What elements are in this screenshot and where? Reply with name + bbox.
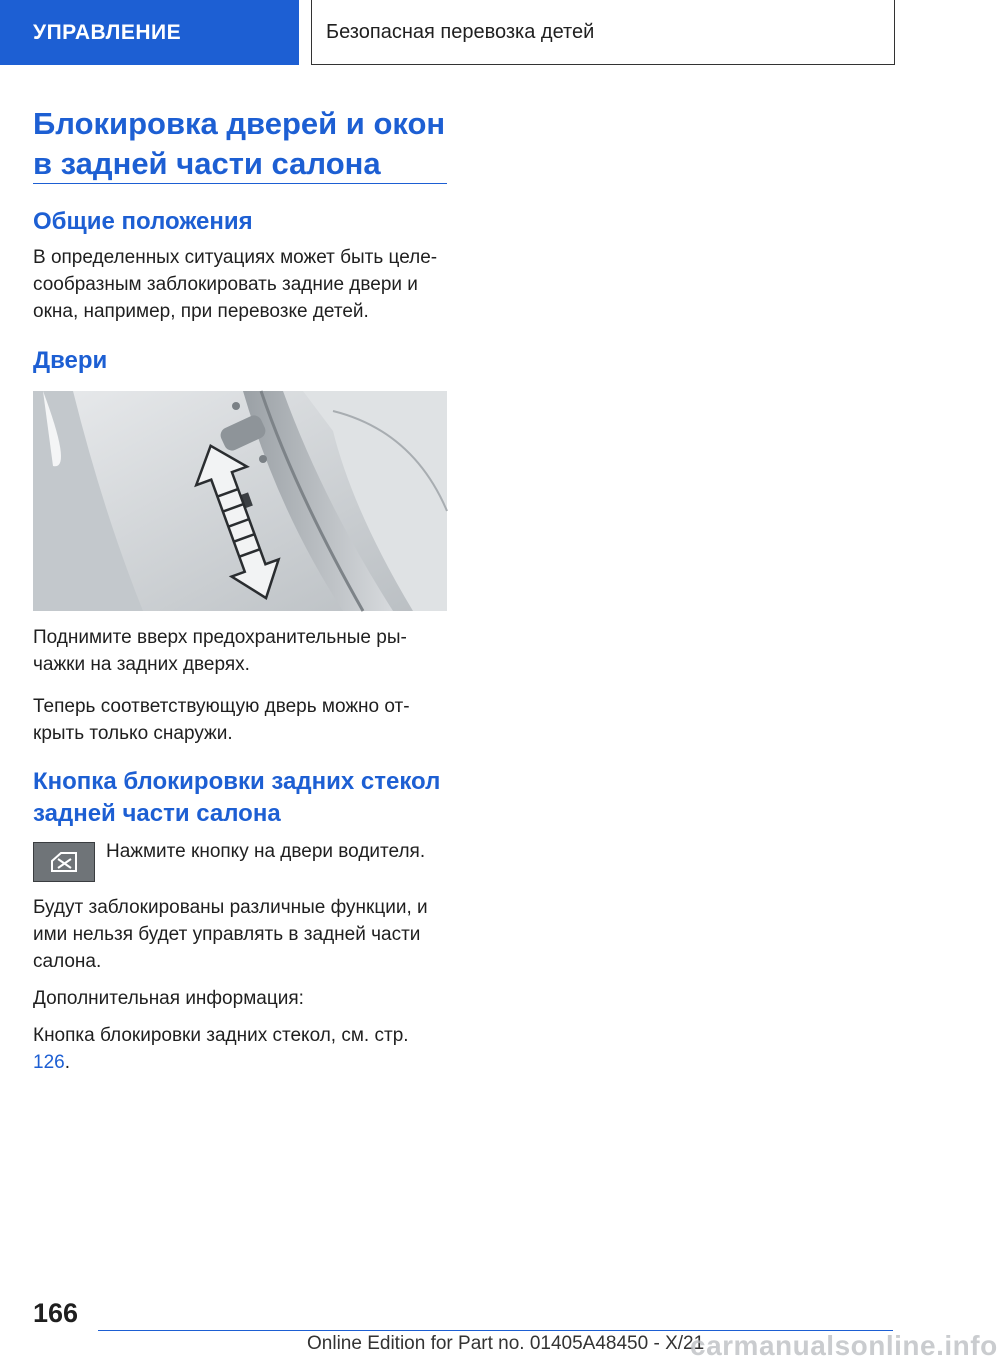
windows-text [33, 894, 447, 1076]
windows-info-label: Дополнительная информация: [33, 988, 304, 1009]
windows-heading-wrap [33, 766, 447, 830]
doors-para-2: Теперь соответствующую дверь можно от-крыть только снаружи. [33, 696, 410, 744]
windows-ref-text: Кнопка блокировки задних стекол, см. стр. [33, 1025, 409, 1046]
general-text: В определенных ситуациях может быть целе-сообразным заблокировать задние двери и окна, например, при перевозке детей. [33, 247, 438, 322]
footer-edition: Online Edition for Part no. 01405A48450 - X/21 [307, 1333, 705, 1354]
header-section-label: УПРАВЛЕНИЕ [0, 0, 299, 65]
doors-text [33, 624, 447, 747]
window-lock-button-icon [33, 842, 95, 882]
windows-heading: Кнопка блокировки задних стекол задней части салона [33, 768, 441, 827]
doors-heading: Двери [33, 347, 108, 374]
windows-instruction-wrap [106, 838, 447, 865]
page-ref-link[interactable]: 126 [33, 1052, 65, 1073]
windows-reference [33, 1022, 447, 1076]
windows-para-1: Будут заблокированы различные функции, и ими нельзя будет управлять в задней части салона. [33, 897, 428, 972]
door-lock-illustration [33, 391, 447, 611]
page-number: 166 [33, 1298, 79, 1328]
windows-instruction: Нажмите кнопку на двери водителя. [106, 841, 426, 862]
title-divider [33, 183, 447, 184]
door-lock-photo [33, 391, 447, 611]
general-section [33, 206, 447, 325]
doors-para-1: Поднимите вверх предохранительные ры-чажки на задних дверях. [33, 627, 407, 675]
watermark: carmanualsonline.info [690, 1330, 998, 1361]
window-lock-icon [49, 851, 79, 873]
windows-ref-end: . [64, 1052, 70, 1073]
header-topic-label: Безопасная перевозка детей [311, 0, 895, 65]
doors-heading-wrap [33, 345, 447, 377]
general-heading: Общие положения [33, 208, 253, 235]
page-title: Блокировка дверей и окон в задней части салона [33, 106, 446, 181]
